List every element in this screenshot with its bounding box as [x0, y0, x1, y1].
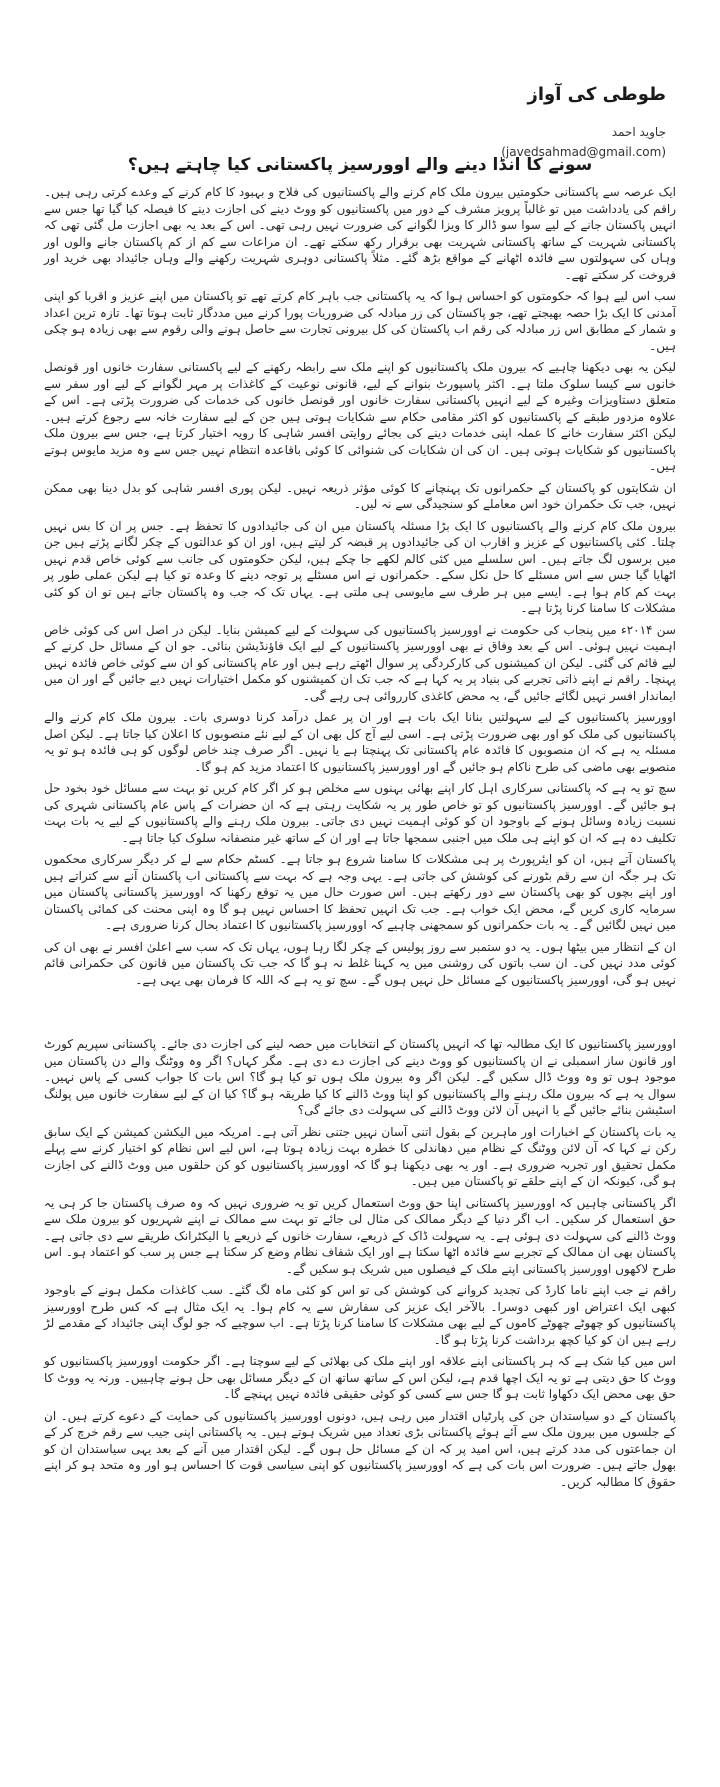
- article-body-part-1: [44, 184, 676, 993]
- article-headline: سونے کا انڈا دینے والے اوورسیز پاکستانی کیا چاہتے ہیں؟: [127, 155, 593, 175]
- author-name: جاوید احمد: [611, 125, 666, 139]
- author-email: (javedsahmad@gmail.com): [501, 145, 666, 159]
- column-header: [501, 84, 666, 159]
- paragraph: لیکن یہ بھی دیکھنا چاہیے کہ بیرون ملک پاکستانیوں کو اپنے ملک سے رابطہ رکھنے کے لیے پاکستانی سفارت خانوں اور قونصل خانوں سے کیسا سلوک ملتا ہے۔ اکثر پاسپورٹ بنوانے کے لیے، قانونی نوعیت کے کاغذات پر مہر لگوانے کے لیے اور سفر سے متعلق دستاویزات وغیرہ کے لیے انہیں پاکستانی سفارت خانوں اور قونصل خانوں کی خدمات کی ضرورت پڑتی ہے۔ اس کے علاوہ مزدور طبقے کے پاکستانیوں کو اکثر مقامی حکام سے شکایات ہوتی ہیں جن کے لیے سفارت خانہ سے رجوع کرتے ہیں۔ لیکن اکثر سفارت خانے کا عملہ اپنی خدمات دینے کی بجائے روایتی افسر شاہی کا رویہ اختیار کرتا ہے، جس سے بیرون ملک پاکستانیوں کو شکایات ہوتی ہیں۔ ان کی ان شکایات کی شنوائی کا کوئی باقاعدہ انتظام نہیں جس سے وہ مزید مایوس ہوتے ہیں۔: [44, 360, 676, 473]
- paragraph: ایک عرصہ سے پاکستانی حکومتیں بیرون ملک کام کرنے والے پاکستانیوں کی فلاح و بہبود کا کام کرنے کے وعدے کرتی رہی ہیں۔ راقم کی یادداشت میں تو غالباً پرویز مشرف کے دور میں پاکستانیوں کو ووٹ دینے کی اجازت دینے کا فیصلہ کیا گیا تھا جس سے انہیں پاکستان جانے کے لیے سوا سو ڈالر کا ویزا لگوانے کی ضرورت نہیں رہی تھی۔ اس کے بعد یہ بھی اجازت مل گئی تھی کہ پاکستانی شہریت کے ساتھ پاکستانی شہریت بھی برقرار رکھ سکتے تھے۔ ان مراعات سے کم از کم پاکستان جانے والوں اور وہاں کی سہولتوں سے فائدہ اٹھانے کے مواقع بڑھ گئے۔ مثلاً پاکستانی دوہری شہریت رکھنے والے وہاں جائیداد بھی خرید اور فروخت کر سکتے تھے۔: [44, 185, 676, 282]
- paragraph: سچ تو یہ ہے کہ پاکستانی سرکاری اہل کار اپنے بھائی بہنوں سے مخلص ہو کر اگر کام کریں تو بہت سے مسائل خود بخود حل ہو جائیں گے۔ اوورسیز پاکستانیوں کو تو خاص طور پر یہ شکایت رہتی ہے کہ ان حضرات کے پاس عام پاکستانی شہری کی نسبت زیادہ وسائل ہونے کے باوجود ان کو کوئی اہمیت نہیں دی جاتی۔ بیرون ملک رہنے والے پاکستانیوں کے لیے یہ بات بہت تکلیف دہ ہے کہ ان کو اپنے ہی ملک میں اجنبی سمجھا جاتا ہے اور ان کے ساتھ غیر منصفانہ سلوک کیا جاتا ہے۔: [44, 781, 676, 845]
- paragraph: یہ بات پاکستان کے اخبارات اور ماہرین کے بقول اتنی آسان نہیں جتنی نظر آتی ہے۔ امریکہ میں الیکشن کمیشن کے ایک سابق رکن نے کہا کہ آن لائن ووٹنگ کے نظام میں دھاندلی کا خطرہ بہت زیادہ ہوتا ہے، اس لیے اس نظام کو اختیار کرنے سے پہلے مکمل تحقیق اور تجربہ ضروری ہے۔ اور یہ بھی دیکھنا ہو گا کہ اوورسیز پاکستانیوں کو کن حلقوں میں ووٹ ڈالنے کی اجازت ہو گی، کیونکہ ان کے اپنے حلقے تو پاکستان میں ہیں۔: [44, 1124, 676, 1188]
- paragraph: سن ۲۰۱۴ء میں پنجاب کی حکومت نے اوورسیز پاکستانیوں کی سہولت کے لیے کمیشن بنایا۔ لیکن در اصل اس کی کوئی خاص اہمیت نہیں ہوئی۔ اس کے بعد وفاق نے بھی اوورسیز پاکستانیوں کے لیے ایک فاؤنڈیشن بنائی۔ جو ان کے مسائل حل کرنے کے لیے قائم کی گئی۔ لیکن ان کمیشنوں کی کارکردگی پر سوال اٹھتے رہے ہیں اور عام پاکستانی کو ان سے کوئی خاص فائدہ نہیں پہنچا۔ راقم نے اپنے ذاتی تجربے کی بنیاد پر یہ کہا ہے کہ جب تک ان کمیشنوں کو مکمل اختیارات نہیں دیے جائیں گے اور ان میں ایماندار افسر نہیں لگائے جائیں گے، یہ محض کاغذی کارروائی ہی رہے گی۔: [44, 622, 676, 703]
- paragraph: بیرون ملک کام کرنے والے پاکستانیوں کا ایک بڑا مسئلہ پاکستان میں ان کی جائیدادوں کا تحفظ ہے۔ جس پر ان کا بس نہیں چلتا۔ کئی پاکستانیوں کے عزیز و اقارب ان کی جائیدادوں پر قبضہ کر لیتے ہیں، اور ان کو عدالتوں کے چکر لگانے پڑتے ہیں جن میں برسوں لگ جاتے ہیں۔ اس سلسلے میں کئی کالم لکھے جا چکے ہیں، لیکن حکومتوں کی جانب سے کوئی خاص قدم نہیں اٹھایا گیا جس سے اس مسئلے کا حل نکل سکے۔ حکمرانوں نے اس مسئلے پر توجہ دینے کا وعدہ تو کیا ہے لیکن عملی طور پر بہت کم کام ہوا ہے۔ ایسے میں ہر طرف سے مایوسی ہی ملتی ہے۔ یہاں تک کہ جب وہ پاکستان جاتے ہیں تو ان کو کئی مشکلات کا سامنا کرنا پڑتا ہے۔: [44, 518, 676, 615]
- paragraph: اس میں کیا شک ہے کہ ہر پاکستانی اپنے علاقہ اور اپنے ملک کی بھلائی کے لیے سوچتا ہے۔ اگر حکومت اوورسیز پاکستانیوں کو ووٹ کا حق دیتی ہے تو یہ ایک اچھا قدم ہے، لیکن اس کے ساتھ ساتھ ان کے دیگر مسائل بھی حل ہونے چاہییں۔ ورنہ یہ ووٹ کا حق بھی محض ایک دکھاوا ثابت ہو گا جس سے کسی کو کوئی حقیقی فائدہ نہیں پہنچے گا۔: [44, 1354, 676, 1401]
- paragraph: اوورسیز پاکستانیوں کے لیے سہولتیں بنانا ایک بات ہے اور ان پر عمل درآمد کرنا دوسری بات۔ بیرون ملک کام کرنے والے پاکستانیوں کی ملک کو اور بھی ضرورت پڑتی ہے۔ اسی لیے آج کل بھی ان کے لیے نئے منصوبوں کا اعلان کیا جاتا ہے۔ لیکن اصل مسئلہ یہ ہے کہ ان منصوبوں کا فائدہ عام پاکستانی تک پہنچتا ہے یا نہیں۔ اگر صرف چند خاص لوگوں کو ہی فائدہ ہو تو یہ منصوبے بھی ماضی کی طرح ناکام ہو جائیں گے اور اوورسیز پاکستانیوں کا اعتماد مزید کم ہو گا۔: [44, 710, 676, 774]
- paragraph: راقم نے جب اپنے ناما کارڈ کی تجدید کروانے کی کوشش کی تو اس کو کئی ماہ لگ گئے۔ سب کاغذات مکمل ہونے کے باوجود کبھی ایک اعتراض اور کبھی دوسرا۔ بالآخر ایک عزیز کی سفارش سے یہ کام ہوا۔ یہ ایک مثال ہے کہ کس طرح اوورسیز پاکستانیوں کو چھوٹے چھوٹے کاموں کے لیے بھی مشکلات کا سامنا کرنا پڑتا ہے۔ اب سوچیے کہ جو لوگ اپنی جائیداد کے مقدمے لڑ رہے ہیں ان کو کیا کچھ برداشت کرنا پڑتا ہو گا۔: [44, 1283, 676, 1347]
- article-body-part-2: [44, 1036, 676, 1495]
- paragraph: پاکستان کے دو سیاستدان جن کی پارٹیاں اقتدار میں رہی ہیں، دونوں اوورسیز پاکستانیوں کی حمایت کے دعوے کرتے ہیں۔ ان کے جلسوں میں بیرون ملک سے آئے ہوئے پاکستانی بڑی تعداد میں شریک ہوتے ہیں۔ یہ پاکستانی اپنی جیب سے رقم خرچ کر کے ان جماعتوں کی مدد کرتے ہیں، اس امید پر کہ ان کے مسائل حل ہوں گے۔ لیکن اقتدار میں آنے کے بعد یہی سیاستدان ان کو بھول جاتے ہیں۔ ضرورت اس بات کی ہے کہ اوورسیز پاکستانیوں کو اپنی سیاسی قوت کا احساس ہو اور وہ متحد ہو کر اپنے حقوق کا مطالبہ کریں۔: [44, 1408, 676, 1489]
- paragraph: پاکستان آتے ہیں، ان کو ایئرپورٹ پر ہی مشکلات کا سامنا شروع ہو جاتا ہے۔ کسٹم حکام سے لے کر دیگر سرکاری محکموں تک ہر جگہ ان سے رقم بٹورنے کی کوشش کی جاتی ہے۔ یہی وجہ ہے کہ بہت سے پاکستانی اب پاکستان آنے سے کتراتے ہیں اور اپنے بچوں کو بھی پاکستان سے دور رکھتے ہیں۔ اس صورت حال میں یہ توقع رکھنا کہ اوورسیز پاکستانی پاکستان میں سرمایہ کاری کریں گے، محض ایک خواب ہے۔ جب تک انہیں تحفظ کا احساس نہیں ہو گا وہ اپنی محنت کی کمائی پاکستان میں نہیں لگائیں گے۔ یہ بات حکمرانوں کو سمجھنی چاہیے کہ اوورسیز پاکستانیوں کا اعتماد بحال کرنا ضروری ہے۔: [44, 852, 676, 932]
- paragraph: اوورسیز پاکستانیوں کا ایک مطالبہ تھا کہ انہیں پاکستان کے انتخابات میں حصہ لینے کی اجازت دی جائے۔ پاکستانی سپریم کورٹ اور قانون ساز اسمبلی نے ان پاکستانیوں کو ووٹ دینے کی اجازت دے دی ہے۔ مگر کہاں؟ اگر وہ ووٹنگ والے دن پاکستان میں موجود ہوں تو وہ ووٹ ڈال سکیں گے۔ لیکن اگر وہ بیرون ملک ہوں تو کیا ہو گا؟ اس بات کا جواب کسی کے پاس نہیں۔ سوال یہ ہے کہ بیرون ملک رہنے والے پاکستانیوں کو اپنا ووٹ ڈالنے کا کیا طریقہ ہو گا؟ کیا ان کے لیے سفارت خانوں میں پولنگ اسٹیشن بنائے جائیں گے یا انہیں آن لائن ووٹ ڈالنے کی سہولت دی جائے گی؟: [43, 1037, 676, 1117]
- paragraph: ان کے انتظار میں بیٹھا ہوں۔ یہ دو ستمبر سے روز پولیس کے چکر لگا رہا ہوں، یہاں تک کہ سب سے اعلیٰ افسر نے بھی ان کی کوئی مدد نہیں کی۔ ان سب باتوں کی روشنی میں یہ کہنا غلط نہ ہو گا کہ جب تک پاکستان میں قانون کی حکمرانی قائم نہیں ہو گی، اوورسیز پاکستانیوں کے مسائل حل نہیں ہوں گے۔ سچ تو یہ ہے کہ اللہ کا فرمان بھی یہی ہے۔: [44, 939, 676, 987]
- paragraph: ان شکایتوں کو پاکستان کے حکمرانوں تک پہنچانے کا کوئی مؤثر ذریعہ نہیں۔ لیکن پوری افسر شاہی کو بدل دینا بھی ممکن نہیں، جب تک حکمران خود اس معاملے کو سنجیدگی سے نہ لیں۔: [44, 480, 676, 511]
- paragraph: اگر پاکستانی چاہیں کہ اوورسیز پاکستانی اپنا حق ووٹ استعمال کریں تو یہ ضروری نہیں کہ وہ صرف پاکستان جا کر ہی یہ حق استعمال کر سکیں۔ اب اگر دنیا کے دیگر ممالک کی مثال لی جائے تو بہت سے ممالک نے اپنے شہریوں کو بیرون ملک سے ووٹ ڈالنے کی سہولت دی ہوئی ہے۔ یہ سہولت ڈاک کے ذریعے، سفارت خانوں کے ذریعے یا الیکٹرانک طریقے سے دی جاتی ہے۔ پاکستان بھی ان ممالک کے تجربے سے فائدہ اٹھا سکتا ہے اور ایک شفاف نظام وضع کر سکتا ہے جس پر سب کو اعتماد ہو۔ اس طرح لاکھوں اوورسیز پاکستانی اپنے ملک کے فیصلوں میں شریک ہو سکیں گے۔: [44, 1195, 676, 1276]
- column-title: طوطی کی آواز: [527, 84, 666, 105]
- paragraph: سب اس لیے ہوا کہ حکومتوں کو احساس ہوا کہ یہ پاکستانی جب باہر کام کرتے تھے تو پاکستان میں اپنے عزیز و اقربا کو اپنی آمدنی کا ایک بڑا حصہ بھیجتے تھے، جو پاکستان کی زر مبادلہ کی ضروریات پورا کرنے میں مددگار ثابت ہوتا تھا۔ تازہ ترین اعداد و شمار کے مطابق اس زر مبادلہ کی رقم اب پاکستان کی کل بیرونی تجارت سے حاصل ہونے والی رقوم سے بھی زیادہ ہو چکی ہیں۔: [44, 289, 676, 353]
